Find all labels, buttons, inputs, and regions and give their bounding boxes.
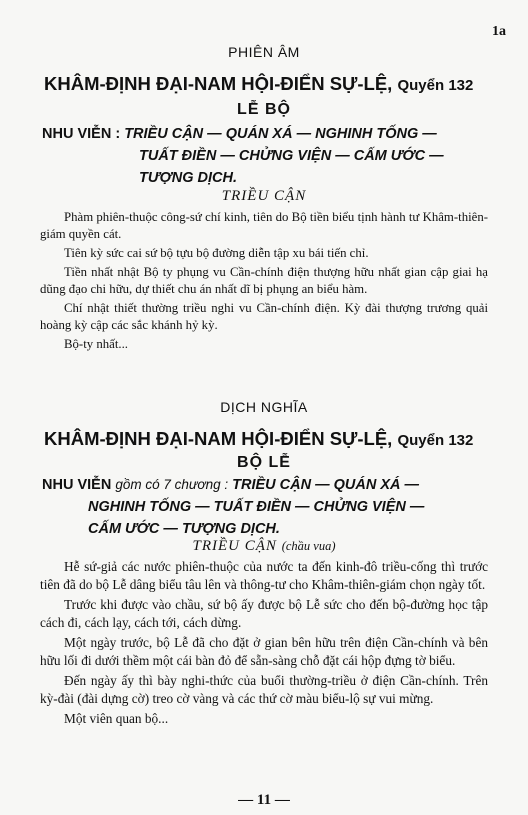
paragraph: Một viên quan bộ... (64, 711, 169, 726)
chapter-list-line: CẤM ƯỚC — TƯỢNG DỊCH. (88, 521, 280, 537)
paragraph: Tiền nhất nhật Bộ ty phụng vu Cần-chính điện thượng hữu nhất gian cập giai hạ dũng đạo chi hữu, dự thiết chu án nhất dĩ bị phụng an biểu hàm. (40, 265, 488, 296)
paragraph: Trước khi được vào chầu, sứ bộ ấy được bộ Lễ sức cho đến bộ-đường học tập cách đi, cách lạy, cách tới, cách dừng. (40, 597, 488, 630)
paragraph: Một ngày trước, bộ Lễ đã cho đặt ở gian bên hữu trên điện Cần-chính và bên hữu lối đi dưới thềm một cái bàn đỏ để sẵn-sàng chỗ đặt cái hộp đựng tờ biểu. (40, 635, 488, 668)
book-volume: Quyển 132 (397, 77, 474, 94)
chapter-heading (0, 538, 528, 555)
paragraph: Tiên kỳ sức cai sứ bộ tựu bộ đường diễn tập xu bái tiến chỉ. (64, 246, 369, 260)
translation-text (40, 558, 488, 728)
nhu-vien-label: NHU VIỄN (42, 477, 112, 493)
paragraph: Hễ sứ-giả các nước phiên-thuộc của nước ta đến kinh-đô triều-cống thì trước tiên đã do bộ Lễ dâng biểu tâu lên và thông-tư cho Khâm-thiên-giám chọn ngày tốt. (40, 559, 488, 592)
ministry-subtitle: BỘ LỄ (237, 454, 291, 471)
nhu-vien-chapters (42, 123, 498, 189)
book-volume: Quyển 132 (397, 432, 474, 449)
transliteration-text (40, 209, 488, 353)
chapter-heading-title: TRIỀU CẬN (192, 538, 277, 554)
paragraph: Bộ-ty nhất... (64, 337, 128, 351)
book-title-main: KHÂM-ĐỊNH ĐẠI-NAM HỘI-ĐIỂN SỰ-LỆ, (44, 73, 393, 94)
paragraph: Chí nhật thiết thường triều nghi vu Cần-chính điện. Kỳ đài thượng trương quải hoàng kỳ cập các sắc khánh hỷ kỳ. (40, 301, 488, 332)
chapter-list-line: TRIỀU CẬN — QUÁN XÁ — (232, 477, 420, 493)
chapter-heading-note: (chầu vua) (281, 539, 336, 553)
paragraph: Đến ngày ấy thì bày nghi-thức của buổi thường-triều ở điện Cần-chính. Trên kỳ-đài (đài dựng cờ) treo cờ vàng và các thứ cờ màu biểu-lộ sự vui mừng. (40, 673, 488, 706)
paragraph: Phàm phiên-thuộc công-sứ chí kinh, tiên do Bộ tiền biểu tịnh hành tư Khâm-thiên-giám quyền cát. (40, 210, 488, 241)
nhu-vien-chapters (42, 474, 498, 540)
chapter-count-note: gồm có 7 chương : (115, 477, 229, 492)
book-title (44, 428, 473, 450)
book-title-main: KHÂM-ĐỊNH ĐẠI-NAM HỘI-ĐIỂN SỰ-LỆ, (44, 428, 393, 449)
chapter-list-line: NGHINH TỐNG — TUẤT ĐIỀN — CHỬNG VIỆN — (88, 499, 425, 515)
page-number: — 11 — (238, 792, 290, 808)
chapter-list-line: TRIỀU CẬN — QUÁN XÁ — NGHINH TỐNG — (124, 126, 437, 142)
page-corner-label: 1a (492, 24, 506, 39)
ministry-subtitle: LỄ BỘ (237, 101, 291, 118)
book-title (44, 73, 473, 95)
nhu-vien-label: NHU VIỄN : (42, 126, 121, 142)
chapter-list-line: TUẤT ĐIỀN — CHỬNG VIỆN — CẤM ƯỚC — (139, 148, 444, 164)
chapter-list-line: TƯỢNG DỊCH. (139, 170, 237, 186)
section-heading-dich-nghia: DỊCH NGHĨA (220, 399, 308, 415)
section-heading-phien-am: PHIÊN ÂM (228, 44, 300, 60)
chapter-heading: TRIỀU CẬN (221, 188, 307, 204)
